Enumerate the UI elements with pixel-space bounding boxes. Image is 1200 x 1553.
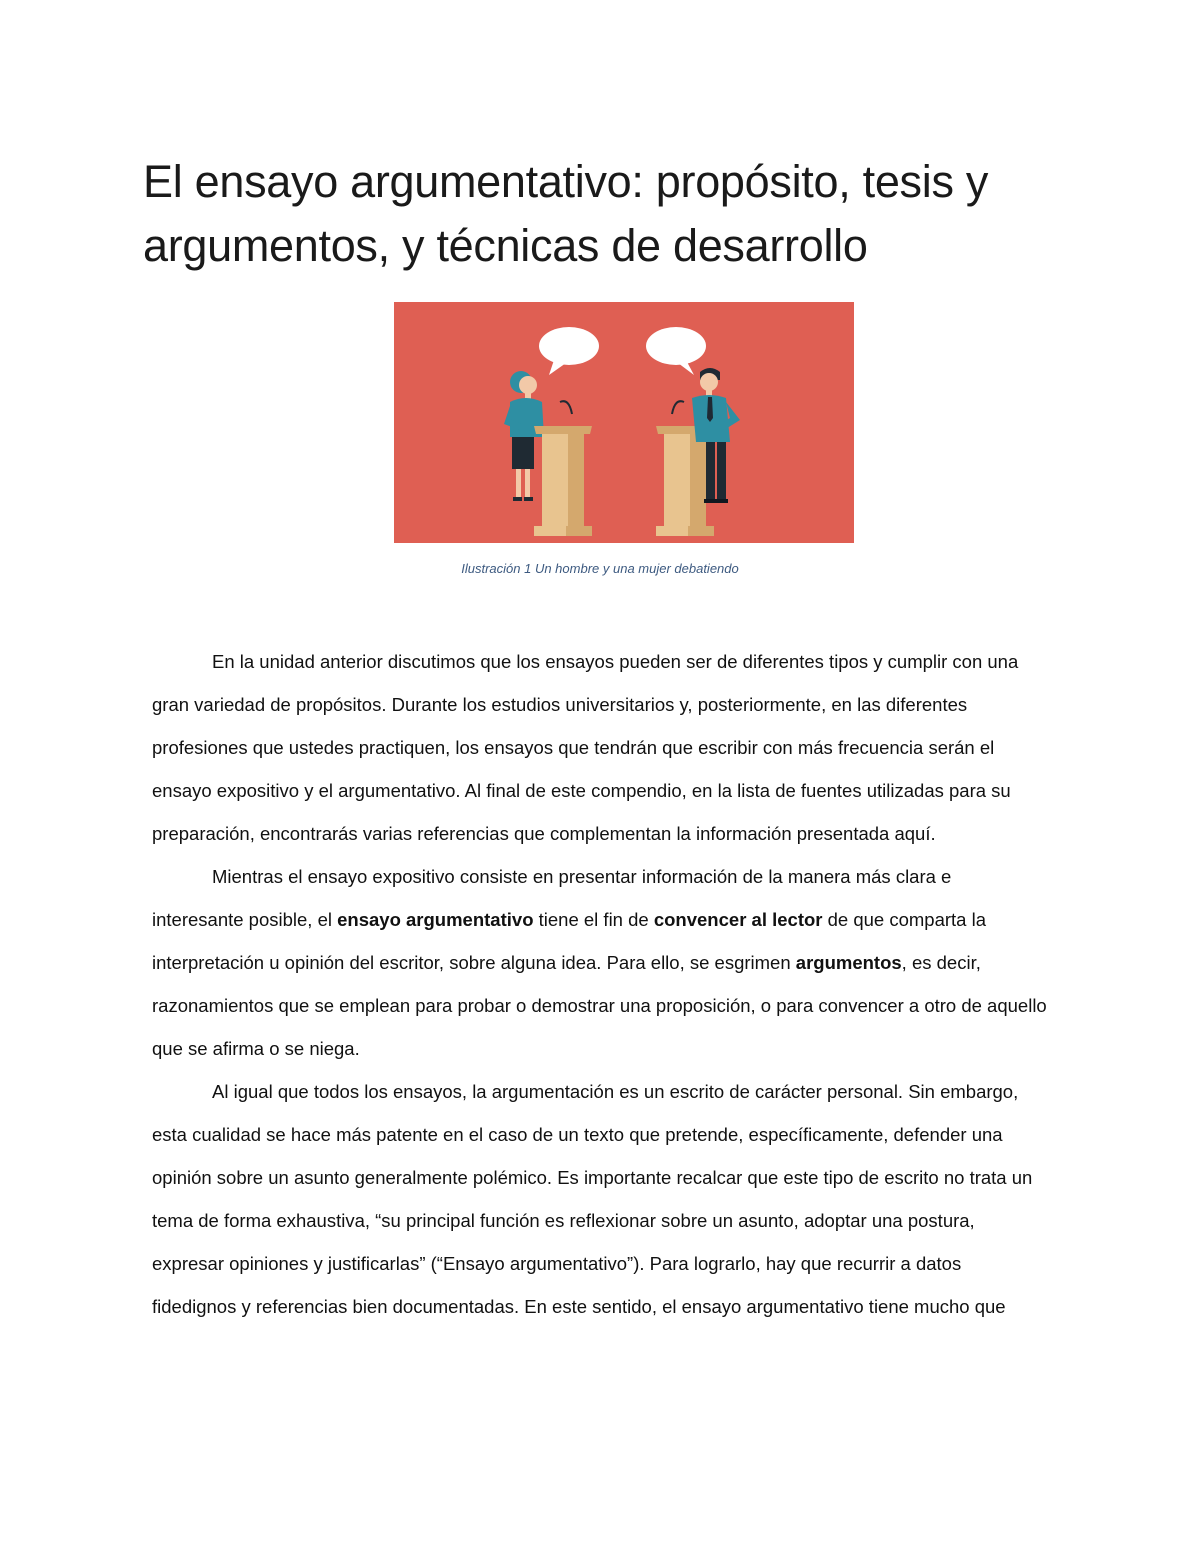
paragraph [152, 855, 1047, 1070]
paragraph-text: tiene el fin de [533, 909, 654, 930]
illustration-background [394, 302, 854, 543]
figure-caption: Ilustración 1 Un hombre y una mujer debatiendo [461, 561, 739, 576]
bold-term: argumentos [795, 952, 902, 973]
document-title: El ensayo argumentativo: propósito, tesis y argumentos, y técnicas de desarrollo [143, 156, 989, 271]
paragraph-text: de que comparta la interpretación u opinión del escritor, sobre alguna idea. Para ello, se esgrimen [152, 909, 987, 973]
bold-term: ensayo argumentativo [337, 909, 534, 930]
body-text [152, 640, 1047, 1328]
debate-illustration [394, 302, 854, 543]
paragraph-text: , es decir, razonamientos que se emplean para probar o demostrar una proposición, o para convencer a otro de aquello que se afirma o se niega. [152, 952, 1047, 1059]
bold-term: convencer al lector [653, 909, 823, 930]
paragraph-text: Mientras el ensayo expositivo consiste en presentar información de la manera más clara e interesante posible, el [152, 866, 952, 930]
paragraph-text: En la unidad anterior discutimos que los ensayos pueden ser de diferentes tipos y cumplir con una gran variedad de propósitos. Durante los estudios universitarios y, posteriormente, en las diferentes profesiones que ustedes practiquen, los ensayos que tendrán que escribir con más frecuencia serán el ensayo expositivo y el argumentativo. Al final de este compendio, en la lista de fuentes utilizadas para su preparación, encontrarás varias referencias que complementan la información presentada aquí. [152, 651, 1019, 844]
paragraph [152, 1070, 1047, 1328]
paragraph [152, 640, 1047, 855]
paragraph-text: Al igual que todos los ensayos, la argumentación es un escrito de carácter personal. Sin embargo, esta cualidad se hace más patente en el caso de un texto que pretende, específicamente, defender una opinión sobre un asunto generalmente polémico. Es importante recalcar que este tipo de escrito no trata un tema de forma exhaustiva, “su principal función es reflexionar sobre un asunto, adoptar una postura, expresar opiniones y justificarlas” (“Ensayo argumentativo”). Para lograrlo, hay que recurrir a datos fidedignos y referencias bien documentadas. En este sentido, el ensayo argumentativo tiene mucho que [152, 1081, 1033, 1317]
